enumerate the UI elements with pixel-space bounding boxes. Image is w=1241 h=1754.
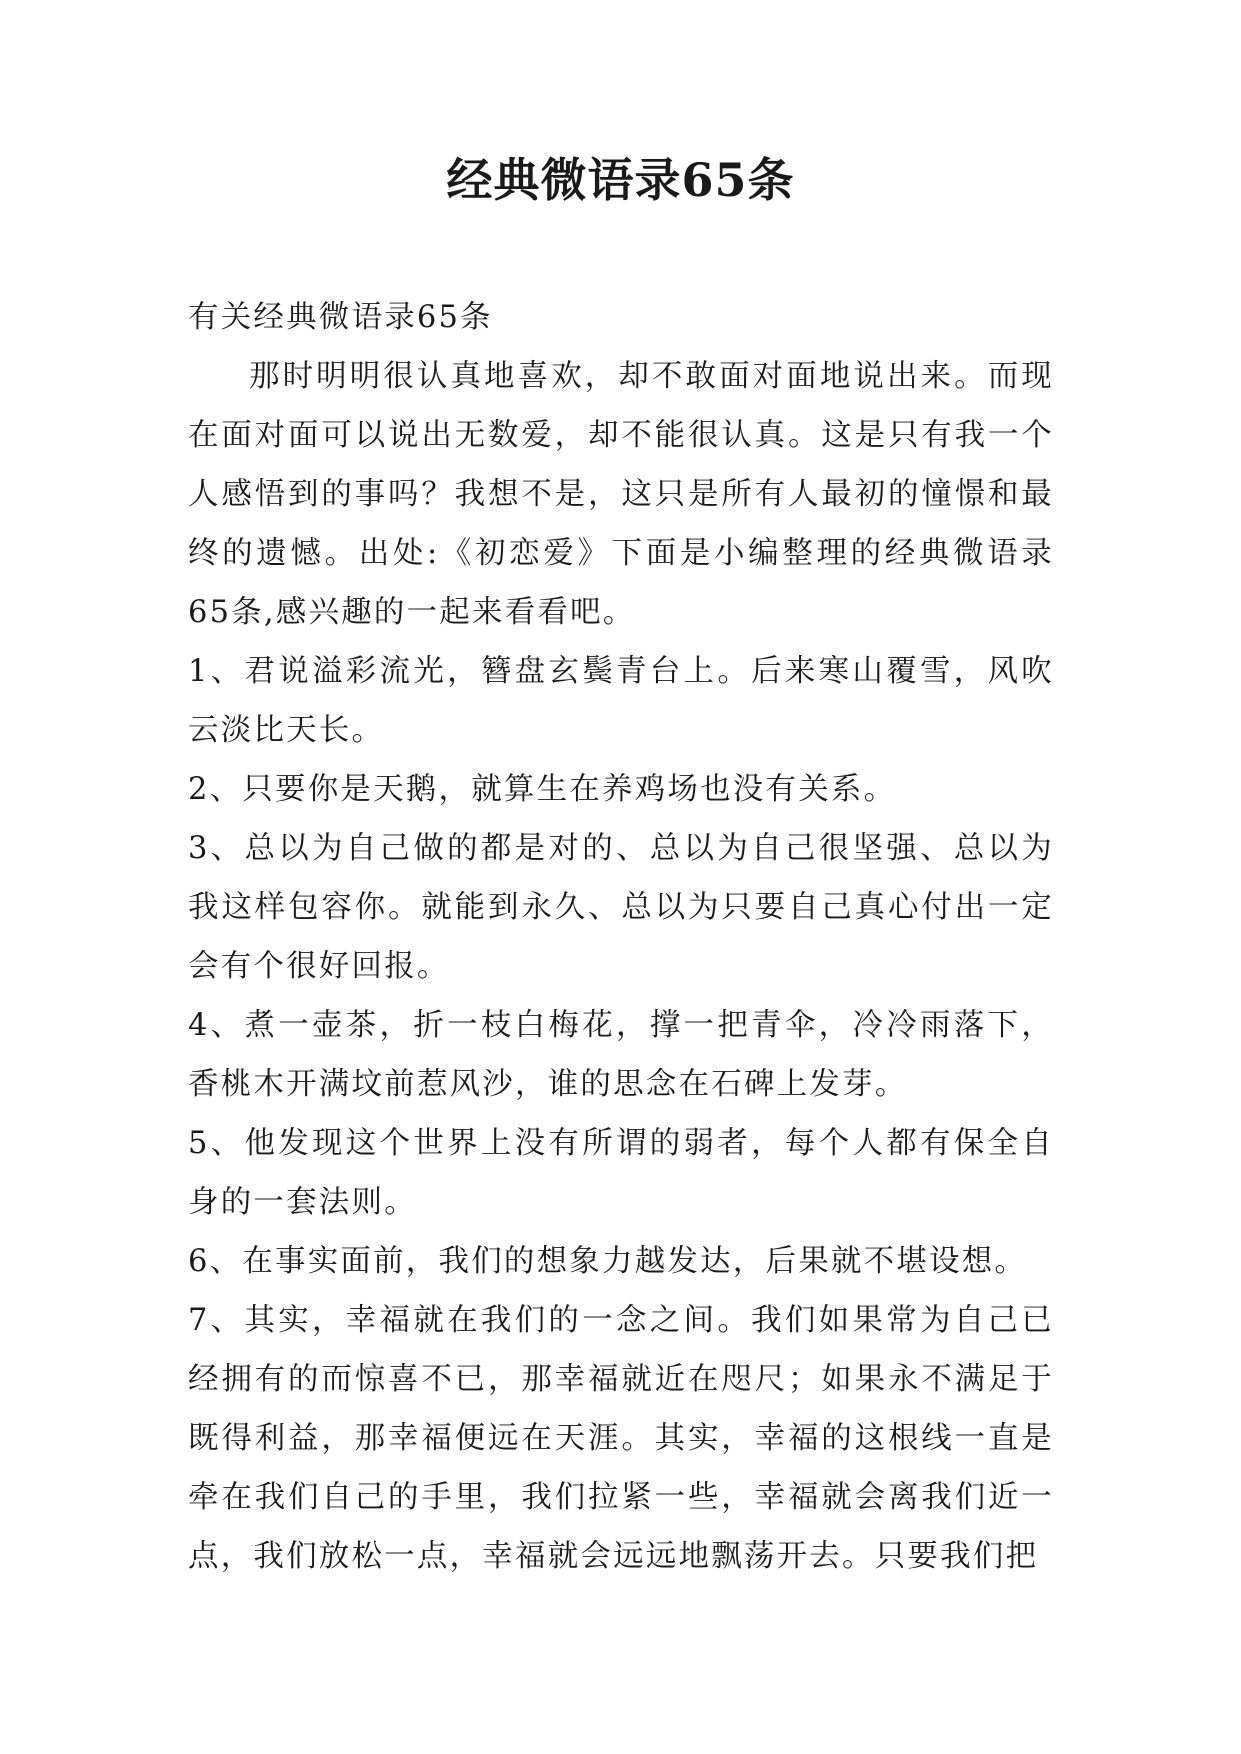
quote-item-1: 1、君说溢彩流光，簪盘玄鬓青台上。后来寒山覆雪，风吹云淡比天长。 bbox=[188, 654, 1054, 748]
quote-item-2: 2、只要你是天鹅，就算生在养鸡场也没有关系。 bbox=[188, 772, 897, 807]
quote-item-6: 6、在事实面前，我们的想象力越发达，后果就不堪设想。 bbox=[188, 1244, 1028, 1279]
document-subtitle: 有关经典微语录65条 bbox=[188, 300, 493, 335]
intro-paragraph: 那时明明很认真地喜欢，却不敢面对面地说出来。而现在面对面可以说出无数爱，却不能很认真。这是只有我一个人感悟到的事吗？我想不是，这只是所有人最初的憧憬和最终的遗憾。出处:《初恋爱》下面是小编整理的经典微语录65条,感兴趣的一起来看看吧。 bbox=[188, 359, 1054, 630]
document-body bbox=[188, 288, 1054, 1586]
quote-item-5: 5、他发现这个世界上没有所谓的弱者，每个人都有保全自身的一套法则。 bbox=[188, 1126, 1054, 1220]
quote-item-4: 4、煮一壶茶，折一枝白梅花，撑一把青伞，冷冷雨落下，香桃木开满坟前惹风沙，谁的思念在石碑上发芽。 bbox=[188, 1008, 1054, 1102]
quote-item-3: 3、总以为自己做的都是对的、总以为自己很坚强、总以为我这样包容你。就能到永久、总以为只要自己真心付出一定会有个很好回报。 bbox=[188, 831, 1054, 984]
quote-item-7: 7、其实，幸福就在我们的一念之间。我们如果常为自己已经拥有的而惊喜不已，那幸福就近在咫尺；如果永不满足于既得利益，那幸福便远在天涯。其实，幸福的这根线一直是牵在我们自己的手里，我们拉紧一些，幸福就会离我们近一点，我们放松一点，幸福就会远远地飘荡开去。只要我们把 bbox=[188, 1303, 1054, 1574]
document-title: 经典微语录65条 bbox=[446, 153, 795, 207]
